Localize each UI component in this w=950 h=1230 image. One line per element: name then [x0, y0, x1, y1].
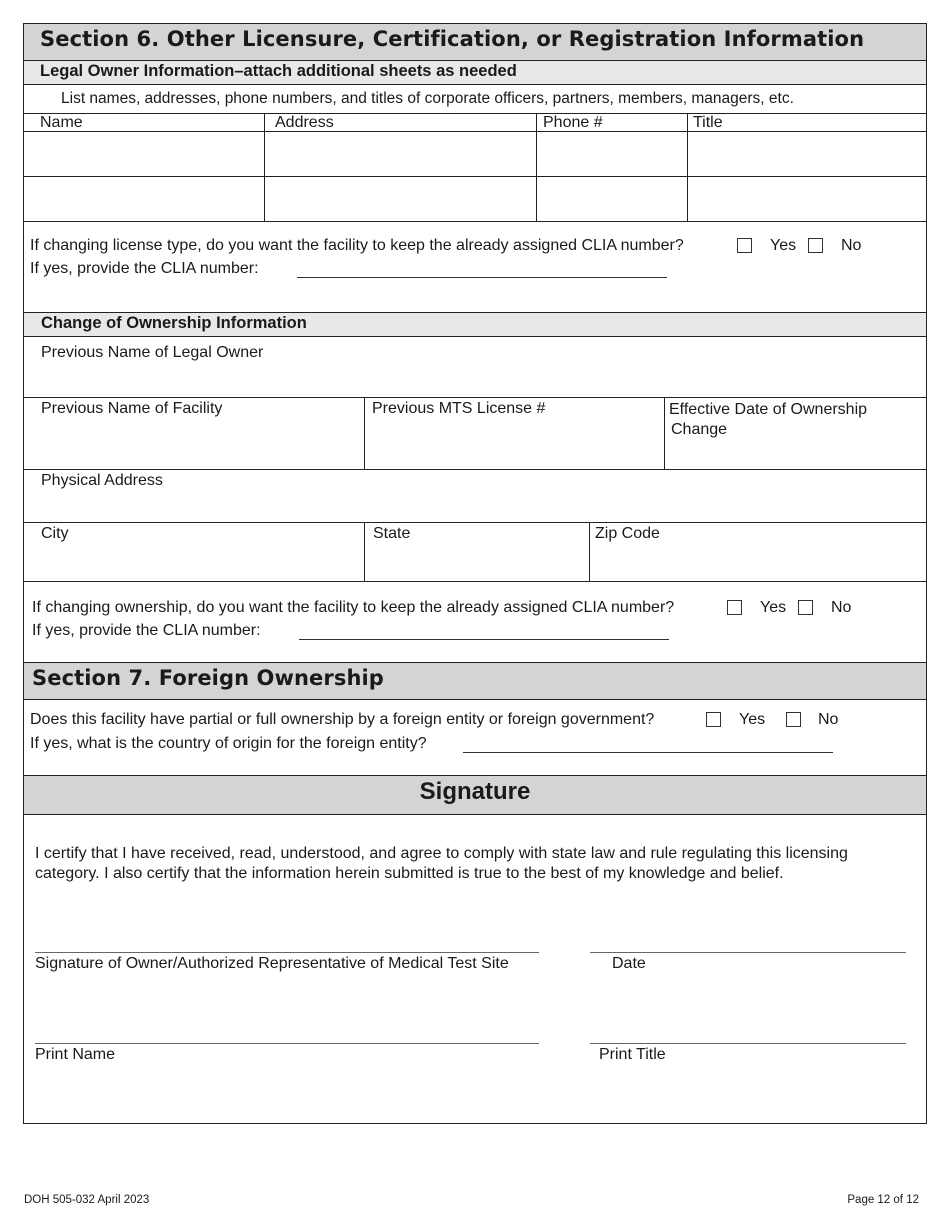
certification-line-1: I certify that I have received, read, understood, and agree to comply with state law and rule regulating this licensing — [35, 845, 848, 862]
license-type-yes-checkbox[interactable] — [737, 238, 752, 253]
divider — [23, 699, 927, 700]
divider — [23, 336, 927, 337]
city-label: City — [41, 525, 69, 542]
zip-label: Zip Code — [595, 525, 660, 542]
city-input[interactable] — [25, 547, 363, 580]
divider — [23, 581, 927, 582]
license-type-clia-label: If yes, provide the CLIA number: — [30, 260, 259, 277]
table-column-divider — [264, 113, 265, 221]
divider — [23, 775, 927, 776]
license-type-no-checkbox[interactable] — [808, 238, 823, 253]
print-name-label: Print Name — [35, 1046, 116, 1063]
license-type-clia-input[interactable] — [297, 277, 667, 278]
owner-row-2-title-input[interactable] — [688, 177, 925, 220]
change-ownership-header: Change of Ownership Information — [41, 314, 307, 332]
print-title-input[interactable] — [590, 1043, 906, 1044]
foreign-country-label: If yes, what is the country of origin for the foreign entity? — [30, 735, 427, 752]
signature-title: Signature — [419, 778, 531, 805]
section6-title: Section 6. Other Licensure, Certification, or Registration Information — [40, 27, 865, 51]
form-top-border — [23, 23, 927, 24]
state-input[interactable] — [365, 547, 588, 580]
owner-row-2-phone-input[interactable] — [537, 177, 687, 220]
certification-statement — [35, 844, 848, 884]
ownership-clia-label: If yes, provide the CLIA number: — [32, 622, 261, 639]
divider — [23, 312, 927, 313]
physical-address-input[interactable] — [25, 494, 925, 521]
date-input[interactable] — [590, 952, 906, 953]
divider — [23, 469, 927, 470]
foreign-ownership-yes-label: Yes — [739, 711, 766, 728]
form-id: DOH 505-032 April 2023 — [24, 1194, 150, 1206]
signature-label: Signature of Owner/Authorized Representative of Medical Test Site — [35, 955, 509, 972]
divider — [23, 176, 927, 177]
section7-title: Section 7. Foreign Ownership — [32, 666, 384, 690]
print-title-label: Print Title — [599, 1046, 666, 1063]
previous-facility-label: Previous Name of Facility — [41, 400, 223, 417]
foreign-country-input[interactable] — [463, 752, 833, 753]
zip-input[interactable] — [590, 547, 925, 580]
date-label: Date — [612, 955, 646, 972]
divider — [23, 522, 927, 523]
ownership-no-label: No — [831, 599, 852, 616]
ownership-yes-checkbox[interactable] — [727, 600, 742, 615]
column-header-title: Title — [693, 114, 723, 131]
form-left-border — [23, 23, 24, 1124]
divider — [23, 131, 927, 132]
effective-date-label — [669, 400, 867, 440]
effective-date-label-line2: Change — [671, 421, 728, 438]
owner-row-2-address-input[interactable] — [265, 177, 536, 220]
certification-line-2: category. I also certify that the information herein submitted is true to the best of my knowledge and belief. — [35, 865, 784, 882]
owner-row-1-title-input[interactable] — [688, 131, 925, 175]
ownership-no-checkbox[interactable] — [798, 600, 813, 615]
form-bottom-border — [23, 1123, 927, 1124]
table-column-divider — [536, 113, 537, 221]
table-column-divider — [687, 113, 688, 221]
cell-divider — [664, 397, 665, 469]
cell-divider — [364, 397, 365, 469]
previous-legal-owner-input[interactable] — [25, 366, 925, 396]
effective-date-input[interactable] — [665, 442, 925, 468]
print-name-input[interactable] — [35, 1043, 539, 1044]
foreign-ownership-question: Does this facility have partial or full ownership by a foreign entity or foreign government? — [30, 711, 655, 728]
license-type-question: If changing license type, do you want the facility to keep the already assigned CLIA number? — [30, 237, 684, 254]
divider — [23, 113, 927, 114]
previous-legal-owner-label: Previous Name of Legal Owner — [41, 344, 264, 361]
legal-owner-header: Legal Owner Information–attach additional sheets as needed — [40, 62, 517, 80]
legal-owner-instructions: List names, addresses, phone numbers, and titles of corporate officers, partners, members, managers, etc. — [61, 90, 794, 107]
divider — [23, 397, 927, 398]
divider — [23, 814, 927, 815]
cell-divider — [364, 522, 365, 581]
divider — [23, 84, 927, 85]
column-header-phone: Phone # — [543, 114, 603, 131]
owner-row-1-phone-input[interactable] — [537, 131, 687, 175]
divider — [23, 662, 927, 663]
column-header-name: Name — [40, 114, 83, 131]
signature-input[interactable] — [35, 952, 539, 953]
foreign-ownership-no-label: No — [818, 711, 839, 728]
ownership-yes-label: Yes — [760, 599, 787, 616]
foreign-ownership-no-checkbox[interactable] — [786, 712, 801, 727]
divider — [23, 60, 927, 61]
owner-row-2-name-input[interactable] — [25, 177, 264, 220]
ownership-question: If changing ownership, do you want the facility to keep the already assigned CLIA number? — [32, 599, 675, 616]
license-type-yes-label: Yes — [770, 237, 797, 254]
previous-facility-input[interactable] — [25, 422, 363, 468]
divider — [23, 221, 927, 222]
previous-mts-license-input[interactable] — [365, 422, 663, 468]
license-type-no-label: No — [841, 237, 862, 254]
owner-row-1-address-input[interactable] — [265, 131, 536, 175]
form-right-border — [926, 23, 927, 1124]
state-label: State — [373, 525, 411, 542]
effective-date-label-line1: Effective Date of Ownership — [669, 401, 868, 418]
column-header-address: Address — [275, 114, 334, 131]
foreign-ownership-yes-checkbox[interactable] — [706, 712, 721, 727]
page-number: Page 12 of 12 — [847, 1194, 919, 1206]
owner-row-1-name-input[interactable] — [25, 131, 264, 175]
ownership-clia-input[interactable] — [299, 639, 669, 640]
previous-mts-license-label: Previous MTS License # — [372, 400, 546, 417]
cell-divider — [589, 522, 590, 581]
physical-address-label: Physical Address — [41, 472, 163, 489]
